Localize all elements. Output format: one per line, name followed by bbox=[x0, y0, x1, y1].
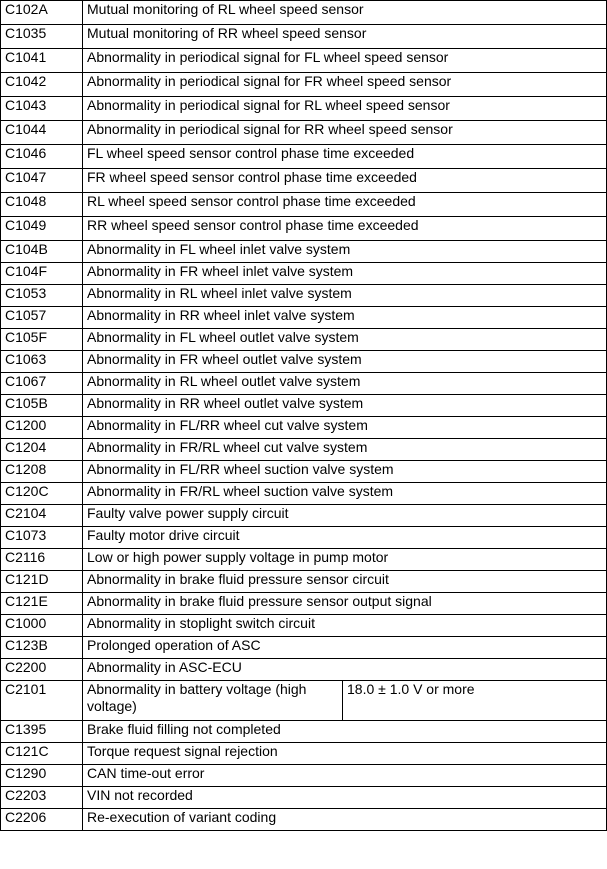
dtc-code-cell: C104F bbox=[1, 263, 83, 285]
dtc-code-cell: C104B bbox=[1, 241, 83, 263]
dtc-description-cell: Low or high power supply voltage in pump motor bbox=[83, 549, 607, 571]
dtc-description-cell: Abnormality in FR wheel outlet valve system bbox=[83, 351, 607, 373]
dtc-code-cell: C123B bbox=[1, 637, 83, 659]
dtc-description-cell: Abnormality in RL wheel outlet valve system bbox=[83, 373, 607, 395]
dtc-description-cell: Abnormality in RR wheel inlet valve system bbox=[83, 307, 607, 329]
dtc-description-cell: Abnormality in FL wheel inlet valve system bbox=[83, 241, 607, 263]
dtc-code-cell: C1043 bbox=[1, 97, 83, 121]
dtc-description-cell: Abnormality in RL wheel inlet valve system bbox=[83, 285, 607, 307]
dtc-description-cell: Abnormality in ASC-ECU bbox=[83, 659, 607, 681]
table-row bbox=[1, 285, 607, 307]
dtc-code-cell: C105B bbox=[1, 395, 83, 417]
dtc-code-cell: C1042 bbox=[1, 73, 83, 97]
dtc-description-cell: Mutual monitoring of RR wheel speed sensor bbox=[83, 25, 607, 49]
dtc-description-cell: Prolonged operation of ASC bbox=[83, 637, 607, 659]
dtc-code-cell: C2203 bbox=[1, 787, 83, 809]
table-row bbox=[1, 307, 607, 329]
dtc-code-cell: C1057 bbox=[1, 307, 83, 329]
dtc-description-cell: Abnormality in brake fluid pressure sensor circuit bbox=[83, 571, 607, 593]
table-row bbox=[1, 615, 607, 637]
dtc-code-cell: C1047 bbox=[1, 169, 83, 193]
dtc-description-cell: Abnormality in FL/RR wheel cut valve system bbox=[83, 417, 607, 439]
dtc-code-cell: C121D bbox=[1, 571, 83, 593]
table-row bbox=[1, 439, 607, 461]
table-row bbox=[1, 505, 607, 527]
dtc-code-cell: C1044 bbox=[1, 121, 83, 145]
dtc-code-cell: C1063 bbox=[1, 351, 83, 373]
table-row bbox=[1, 263, 607, 285]
table-row bbox=[1, 527, 607, 549]
table-row bbox=[1, 549, 607, 571]
table-row bbox=[1, 571, 607, 593]
table-row bbox=[1, 659, 607, 681]
table-row bbox=[1, 637, 607, 659]
table-row bbox=[1, 241, 607, 263]
table-row bbox=[1, 121, 607, 145]
dtc-description-cell: Abnormality in RR wheel outlet valve system bbox=[83, 395, 607, 417]
dtc-code-cell: C1204 bbox=[1, 439, 83, 461]
dtc-description-cell: Mutual monitoring of RL wheel speed sensor bbox=[83, 1, 607, 25]
dtc-condition-cell: 18.0 ± 1.0 V or more bbox=[343, 681, 607, 721]
dtc-code-cell: C1035 bbox=[1, 25, 83, 49]
dtc-code-cell: C1046 bbox=[1, 145, 83, 169]
dtc-code-cell: C1067 bbox=[1, 373, 83, 395]
dtc-description-cell: RL wheel speed sensor control phase time exceeded bbox=[83, 193, 607, 217]
dtc-code-cell: C102A bbox=[1, 1, 83, 25]
dtc-description-cell: VIN not recorded bbox=[83, 787, 607, 809]
table-row bbox=[1, 593, 607, 615]
table-row bbox=[1, 743, 607, 765]
dtc-description-cell: Abnormality in FL wheel outlet valve system bbox=[83, 329, 607, 351]
dtc-code-cell: C2206 bbox=[1, 809, 83, 831]
dtc-description-cell: Abnormality in periodical signal for FR wheel speed sensor bbox=[83, 73, 607, 97]
dtc-description-cell: Abnormality in FL/RR wheel suction valve system bbox=[83, 461, 607, 483]
dtc-description-cell: RR wheel speed sensor control phase time exceeded bbox=[83, 217, 607, 241]
dtc-code-cell: C121E bbox=[1, 593, 83, 615]
dtc-description-cell: Abnormality in FR wheel inlet valve system bbox=[83, 263, 607, 285]
table-row bbox=[1, 193, 607, 217]
table-row bbox=[1, 97, 607, 121]
dtc-code-cell: C1073 bbox=[1, 527, 83, 549]
dtc-description-cell: Abnormality in stoplight switch circuit bbox=[83, 615, 607, 637]
dtc-description-cell: Faulty motor drive circuit bbox=[83, 527, 607, 549]
table-row bbox=[1, 483, 607, 505]
table-row bbox=[1, 461, 607, 483]
dtc-description-cell: CAN time-out error bbox=[83, 765, 607, 787]
table-row bbox=[1, 49, 607, 73]
dtc-code-cell: C120C bbox=[1, 483, 83, 505]
table-row bbox=[1, 25, 607, 49]
dtc-description-cell: FL wheel speed sensor control phase time exceeded bbox=[83, 145, 607, 169]
diagnostic-code-table-body bbox=[1, 1, 607, 831]
table-row bbox=[1, 809, 607, 831]
dtc-description-cell: Abnormality in periodical signal for RL wheel speed sensor bbox=[83, 97, 607, 121]
dtc-code-cell: C105F bbox=[1, 329, 83, 351]
dtc-code-cell: C2200 bbox=[1, 659, 83, 681]
table-row bbox=[1, 395, 607, 417]
dtc-description-cell: Re-execution of variant coding bbox=[83, 809, 607, 831]
dtc-description-cell: Torque request signal rejection bbox=[83, 743, 607, 765]
dtc-description-cell: Abnormality in periodical signal for RR wheel speed sensor bbox=[83, 121, 607, 145]
dtc-code-cell: C2104 bbox=[1, 505, 83, 527]
dtc-code-cell: C2116 bbox=[1, 549, 83, 571]
table-row bbox=[1, 681, 607, 721]
dtc-description-cell: FR wheel speed sensor control phase time exceeded bbox=[83, 169, 607, 193]
dtc-description-cell: Abnormality in brake fluid pressure sensor output signal bbox=[83, 593, 607, 615]
table-row bbox=[1, 217, 607, 241]
table-row bbox=[1, 787, 607, 809]
table-row bbox=[1, 329, 607, 351]
dtc-code-cell: C1041 bbox=[1, 49, 83, 73]
dtc-code-cell: C1208 bbox=[1, 461, 83, 483]
dtc-description-cell: Brake fluid filling not completed bbox=[83, 721, 607, 743]
table-row bbox=[1, 351, 607, 373]
table-row bbox=[1, 373, 607, 395]
dtc-code-cell: C1395 bbox=[1, 721, 83, 743]
dtc-description-cell: Abnormality in FR/RL wheel suction valve system bbox=[83, 483, 607, 505]
dtc-code-cell: C1200 bbox=[1, 417, 83, 439]
dtc-code-cell: C1290 bbox=[1, 765, 83, 787]
dtc-code-cell: C2101 bbox=[1, 681, 83, 721]
table-row bbox=[1, 765, 607, 787]
table-row bbox=[1, 417, 607, 439]
table-row bbox=[1, 169, 607, 193]
dtc-description-cell: Faulty valve power supply circuit bbox=[83, 505, 607, 527]
dtc-code-cell: C1049 bbox=[1, 217, 83, 241]
dtc-code-cell: C1053 bbox=[1, 285, 83, 307]
dtc-description-cell: Abnormality in periodical signal for FL wheel speed sensor bbox=[83, 49, 607, 73]
dtc-code-cell: C1048 bbox=[1, 193, 83, 217]
table-row bbox=[1, 73, 607, 97]
table-row bbox=[1, 145, 607, 169]
dtc-description-cell: Abnormality in FR/RL wheel cut valve system bbox=[83, 439, 607, 461]
dtc-code-cell: C121C bbox=[1, 743, 83, 765]
dtc-description-cell: Abnormality in battery voltage (high voltage) bbox=[83, 681, 343, 721]
dtc-code-cell: C1000 bbox=[1, 615, 83, 637]
table-row bbox=[1, 1, 607, 25]
table-row bbox=[1, 721, 607, 743]
